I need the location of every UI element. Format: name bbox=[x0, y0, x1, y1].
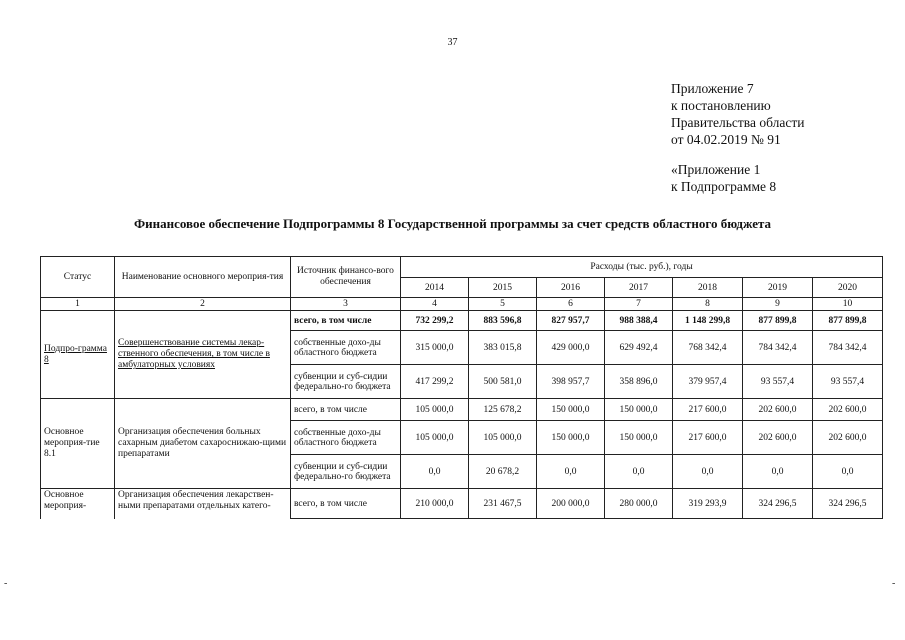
row-value: 0,0 bbox=[605, 455, 673, 489]
row-value: 105 000,0 bbox=[401, 399, 469, 421]
page-number: 37 bbox=[447, 37, 458, 48]
column-number: 7 bbox=[605, 298, 673, 311]
column-number: 10 bbox=[813, 298, 883, 311]
row-value: 0,0 bbox=[401, 455, 469, 489]
header-year: 2019 bbox=[743, 278, 813, 298]
row-status: Основное мероприя-тие 8.1 bbox=[41, 399, 115, 489]
row-value: 217 600,0 bbox=[673, 421, 743, 455]
attachment-line: Правительства области bbox=[671, 115, 805, 130]
row-value: 200 000,0 bbox=[537, 489, 605, 519]
header-year: 2014 bbox=[401, 278, 469, 298]
row-value: 784 342,4 bbox=[813, 331, 883, 365]
row-value: 784 342,4 bbox=[743, 331, 813, 365]
row-value: 429 000,0 bbox=[537, 331, 605, 365]
row-value: 217 600,0 bbox=[673, 399, 743, 421]
header-name: Наименование основного мероприя-тия bbox=[115, 257, 291, 298]
row-value: 280 000,0 bbox=[605, 489, 673, 519]
document-title: Финансовое обеспечение Подпрограммы 8 Государственной программы за счет средств областного бюджета bbox=[133, 216, 772, 231]
row-value: 125 678,2 bbox=[469, 399, 537, 421]
column-number: 3 bbox=[291, 298, 401, 311]
column-number: 8 bbox=[673, 298, 743, 311]
row-value: 877 899,8 bbox=[813, 311, 883, 331]
row-value: 629 492,4 bbox=[605, 331, 673, 365]
header-year: 2020 bbox=[813, 278, 883, 298]
row-value: 319 293,9 bbox=[673, 489, 743, 519]
attachment-line: «Приложение 1 bbox=[671, 162, 761, 177]
column-number: 6 bbox=[537, 298, 605, 311]
row-value: 732 299,2 bbox=[401, 311, 469, 331]
row-value: 768 342,4 bbox=[673, 331, 743, 365]
row-value: 315 000,0 bbox=[401, 331, 469, 365]
row-value: 150 000,0 bbox=[605, 399, 673, 421]
row-source: всего, в том числе bbox=[291, 489, 401, 519]
row-value: 202 600,0 bbox=[743, 399, 813, 421]
row-value: 202 600,0 bbox=[813, 399, 883, 421]
attachment-line: к постановлению bbox=[671, 98, 771, 113]
column-number: 2 bbox=[115, 298, 291, 311]
row-value: 105 000,0 bbox=[401, 421, 469, 455]
table-row bbox=[41, 311, 883, 331]
row-value: 20 678,2 bbox=[469, 455, 537, 489]
column-number: 9 bbox=[743, 298, 813, 311]
column-number-row bbox=[41, 298, 883, 311]
row-value: 1 148 299,8 bbox=[673, 311, 743, 331]
row-name: Совершенствование системы лекар-ственного обеспечения, в том числе в амбулаторных условиях bbox=[115, 311, 291, 399]
row-value: 324 296,5 bbox=[743, 489, 813, 519]
row-value: 105 000,0 bbox=[469, 421, 537, 455]
row-value: 0,0 bbox=[743, 455, 813, 489]
row-value: 150 000,0 bbox=[605, 421, 673, 455]
row-source: собственные дохо-ды областного бюджета bbox=[291, 331, 401, 365]
attachment-block bbox=[671, 80, 804, 195]
scan-mark: - bbox=[892, 578, 896, 589]
row-status: Основное мероприя- bbox=[41, 489, 115, 519]
row-source: субвенции и суб-сидии федерально-го бюджета bbox=[291, 365, 401, 399]
row-value: 988 388,4 bbox=[605, 311, 673, 331]
attachment-line: от 04.02.2019 № 91 bbox=[671, 132, 781, 147]
table-row bbox=[41, 399, 883, 421]
header-status: Статус bbox=[41, 257, 115, 298]
column-number: 1 bbox=[41, 298, 115, 311]
header-year: 2015 bbox=[469, 278, 537, 298]
column-number: 4 bbox=[401, 298, 469, 311]
row-value: 150 000,0 bbox=[537, 399, 605, 421]
row-value: 202 600,0 bbox=[743, 421, 813, 455]
row-value: 379 957,4 bbox=[673, 365, 743, 399]
row-value: 202 600,0 bbox=[813, 421, 883, 455]
row-value: 358 896,0 bbox=[605, 365, 673, 399]
row-value: 150 000,0 bbox=[537, 421, 605, 455]
row-value: 231 467,5 bbox=[469, 489, 537, 519]
row-value: 417 299,2 bbox=[401, 365, 469, 399]
row-value: 210 000,0 bbox=[401, 489, 469, 519]
row-value: 93 557,4 bbox=[743, 365, 813, 399]
row-value: 0,0 bbox=[537, 455, 605, 489]
row-source: всего, в том числе bbox=[291, 399, 401, 421]
attachment-line: к Подпрограмме 8 bbox=[671, 179, 777, 194]
row-value: 827 957,7 bbox=[537, 311, 605, 331]
row-source: субвенции и суб-сидии федерально-го бюджета bbox=[291, 455, 401, 489]
header-source: Источник финансо-вого обеспечения bbox=[291, 257, 401, 298]
row-source: собственные дохо-ды областного бюджета bbox=[291, 421, 401, 455]
header-expenses: Расходы (тыс. руб.), годы bbox=[401, 257, 883, 278]
row-name: Организация обеспечения больных сахарным диабетом сахароснижаю-щими препаратами bbox=[115, 399, 291, 489]
header-year: 2016 bbox=[537, 278, 605, 298]
row-value: 0,0 bbox=[673, 455, 743, 489]
row-value: 877 899,8 bbox=[743, 311, 813, 331]
table-row bbox=[41, 489, 883, 519]
scan-mark: - bbox=[4, 578, 8, 589]
attachment-line: Приложение 7 bbox=[671, 81, 754, 96]
row-value: 383 015,8 bbox=[469, 331, 537, 365]
row-value: 500 581,0 bbox=[469, 365, 537, 399]
row-source: всего, в том числе bbox=[291, 311, 401, 331]
row-value: 883 596,8 bbox=[469, 311, 537, 331]
row-value: 93 557,4 bbox=[813, 365, 883, 399]
header-year: 2018 bbox=[673, 278, 743, 298]
row-value: 0,0 bbox=[813, 455, 883, 489]
column-number: 5 bbox=[469, 298, 537, 311]
row-status: Подпро-грамма 8 bbox=[41, 311, 115, 399]
row-value: 324 296,5 bbox=[813, 489, 883, 519]
financing-table bbox=[40, 256, 883, 519]
header-year: 2017 bbox=[605, 278, 673, 298]
row-name: Организация обеспечения лекарствен-ными препаратами отдельных катего- bbox=[115, 489, 291, 519]
row-value: 398 957,7 bbox=[537, 365, 605, 399]
